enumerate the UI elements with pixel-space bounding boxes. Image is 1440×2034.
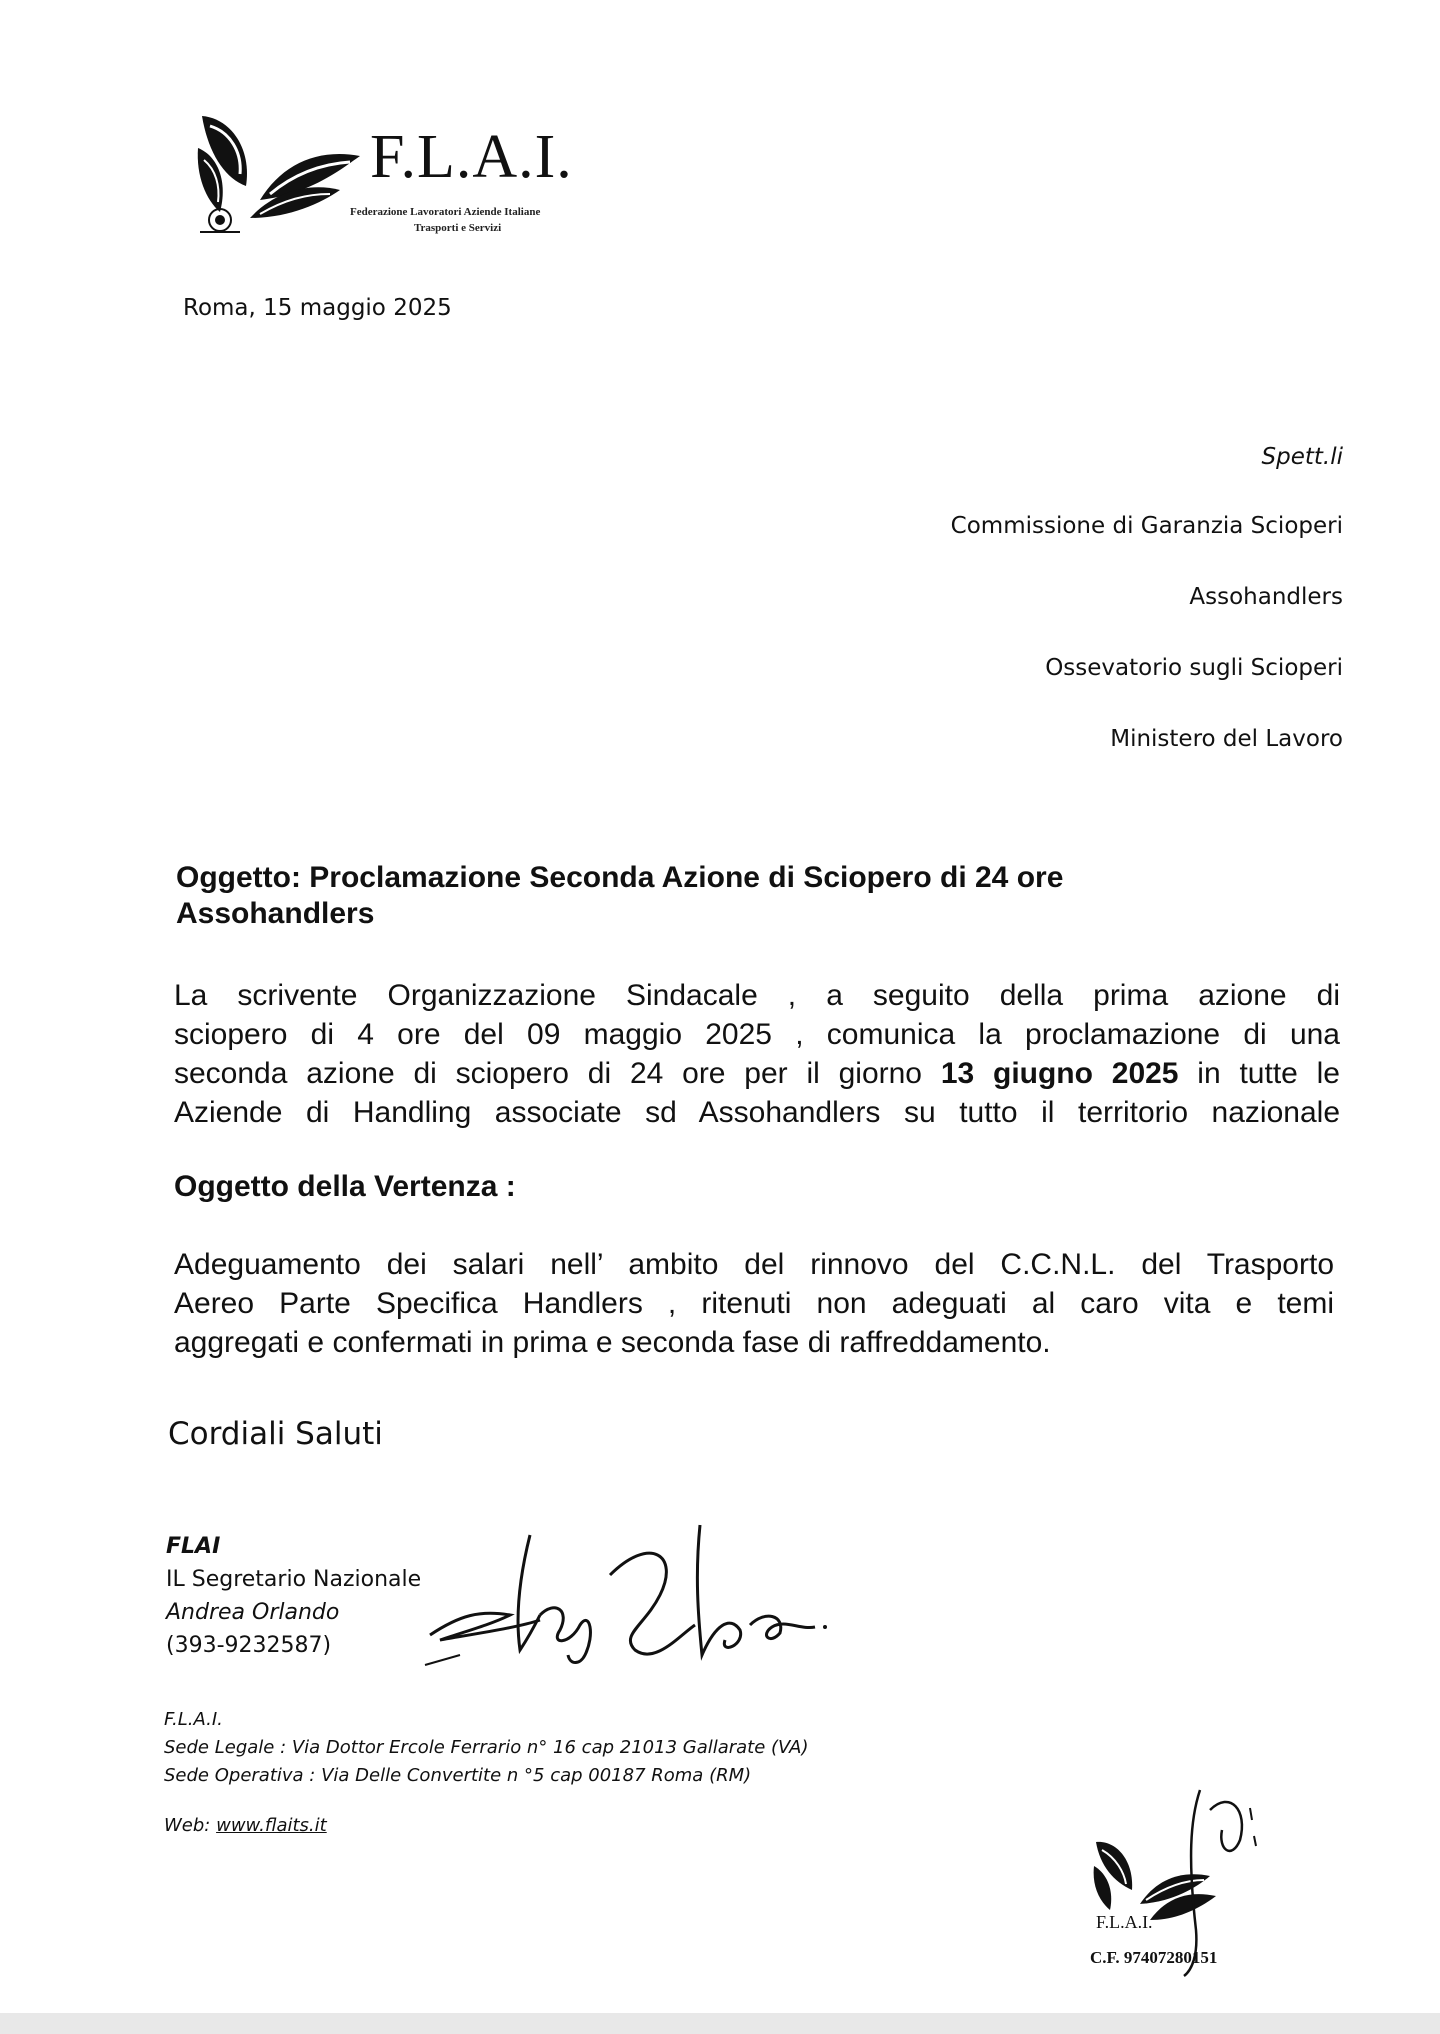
- dispute-heading: Oggetto della Vertenza :: [174, 1170, 516, 1203]
- handwritten-signature: [420, 1515, 840, 1685]
- footer-sede-legale: Sede Legale : Via Dottor Ercole Ferrario n° 16 cap 21013 Gallarate (VA): [164, 1737, 809, 1758]
- recipients-greeting: Spett.li: [1261, 444, 1343, 470]
- paragraph-line: [174, 1054, 1340, 1093]
- signer-org: FLAI: [166, 1534, 221, 1559]
- paragraph-text: seconda azione di sciopero di 24 ore per il giorno: [174, 1057, 941, 1090]
- paragraph-line: Aereo Parte Specifica Handlers , ritenuti non adeguati al caro vita e temi: [174, 1287, 1334, 1320]
- body-paragraph-1: [174, 976, 1340, 1132]
- logo-subtitle-2: Trasporti e Servizi: [414, 222, 502, 234]
- letter-date: Roma, 15 maggio 2025: [183, 295, 452, 321]
- footer-org: F.L.A.I.: [164, 1709, 223, 1730]
- stamp-tax-code: C.F. 97407280151: [1090, 1948, 1218, 1967]
- subject-line-1: Oggetto: Proclamazione Seconda Azione di Sciopero di 24 ore: [176, 861, 1064, 894]
- web-link[interactable]: www.flaits.it: [216, 1815, 327, 1836]
- flai-logo: [190, 108, 573, 238]
- recipient-item: Assohandlers: [1189, 584, 1343, 610]
- paragraph-text: in tutte le: [1178, 1057, 1340, 1090]
- logo-subtitle-1: Federazione Lavoratori Aziende Italiane: [350, 206, 541, 218]
- strike-date: 13 giugno 2025: [940, 1057, 1179, 1090]
- paragraph-line: aggregati e confermati in prima e seconda fase di raffreddamento.: [174, 1326, 1051, 1359]
- signer-name: Andrea Orlando: [166, 1600, 340, 1625]
- stamp-title: F.L.A.I.: [1096, 1912, 1153, 1932]
- recipient-item: Ossevatorio sugli Scioperi: [1045, 655, 1343, 681]
- subject-line-2: Assohandlers: [176, 897, 375, 930]
- signer-role: IL Segretario Nazionale: [166, 1567, 422, 1592]
- footer-sede-operativa: Sede Operativa : Via Delle Convertite n °5 cap 00187 Roma (RM): [164, 1765, 752, 1786]
- closing: Cordiali Saluti: [168, 1416, 383, 1452]
- wheat-leaf-icon: [190, 108, 370, 238]
- web-label: Web:: [164, 1815, 217, 1836]
- body-paragraph-2: [174, 1245, 1334, 1362]
- paragraph-line: La scrivente Organizzazione Sindacale , a seguito della prima azione di: [174, 979, 1340, 1012]
- recipient-item: Ministero del Lavoro: [1110, 726, 1343, 752]
- footer-web: [164, 1812, 808, 1840]
- company-stamp: [1080, 1780, 1260, 1980]
- signer-phone: (393-9232587): [166, 1633, 332, 1658]
- paragraph-line: sciopero di 4 ore del 09 maggio 2025 , comunica la proclamazione di una: [174, 1018, 1340, 1051]
- recipient-item: Commissione di Garanzia Scioperi: [950, 513, 1343, 539]
- subject: [176, 860, 1236, 932]
- logo-title: F.L.A.I.: [370, 123, 573, 191]
- bottom-band: [0, 2013, 1440, 2034]
- paragraph-line: Aziende di Handling associate sd Assohandlers su tutto il territorio nazionale: [174, 1096, 1340, 1129]
- footer: [164, 1706, 808, 1840]
- signature-block: [166, 1530, 421, 1662]
- paragraph-line: Adeguamento dei salari nell’ ambito del rinnovo del C.C.N.L. del Trasporto: [174, 1248, 1334, 1281]
